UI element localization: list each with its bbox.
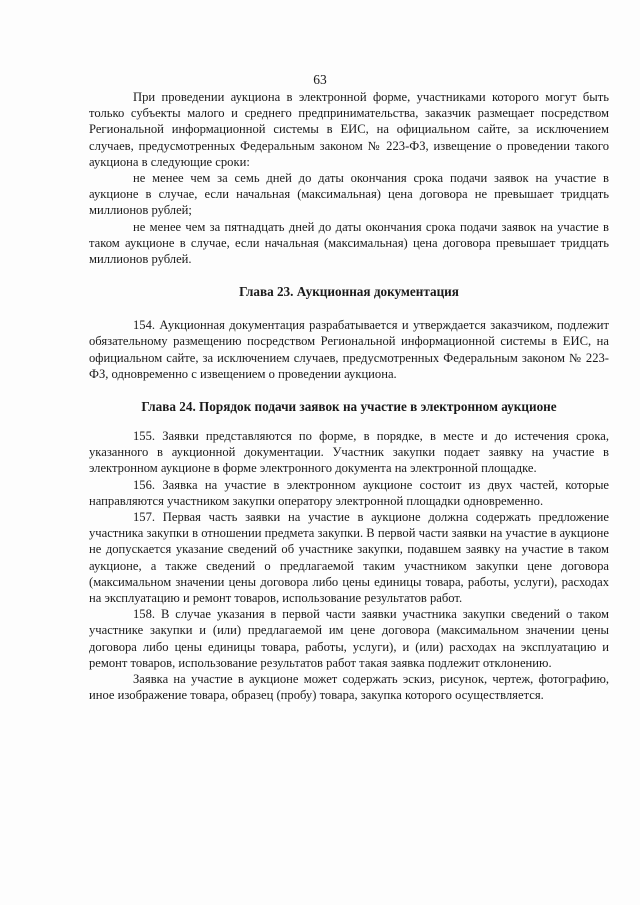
chapter-23-title: Глава 23. Аукционная документация (239, 284, 459, 300)
paragraph-term-seven-days: не менее чем за семь дней до даты окончания срока подачи заявок на участие в аукционе в случае, если начальная (максимальная) цена договора не превышает тридцать миллионов рублей; (89, 171, 609, 218)
document-body (89, 89, 609, 704)
page-number: 63 (313, 72, 327, 87)
paragraph-157: 157. Первая часть заявки на участие в аукционе должна содержать предложение участника закупки в отношении предмета закупки. В первой части заявки на участие в аукционе не допускается указание сведений об участнике закупки, подавшем заявку на участие в таком аукционе, а также сведений о предлагаемой таким участником закупки цене договора (максимальном значении цены договора либо цены единицы товара, работы, услуги), расходах на эксплуатацию и ремонт товаров, использование результатов работ. (89, 510, 609, 606)
paragraph-156: 156. Заявка на участие в электронном аукционе состоит из двух частей, которые направляются участником закупки оператору электронной площадки одновременно. (89, 477, 609, 508)
paragraph-attachments: Заявка на участие в аукционе может содержать эскиз, рисунок, чертеж, фотографию, иное изображение товара, образец (пробу) товара, закупка которого осуществляется. (89, 672, 609, 703)
paragraph-intro: При проведении аукциона в электронной форме, участниками которого могут быть только субъекты малого и среднего предпринимательства, заказчик размещает посредством Региональной информационной системы в ЕИС, на официальном сайте, за исключением случаев, предусмотренных Федеральным законом № 223-ФЗ, извещение о проведении такого аукциона в следующие сроки: (89, 90, 609, 169)
chapter-24-title: Глава 24. Порядок подачи заявок на участие в электронном аукционе (141, 399, 557, 415)
paragraph-term-fifteen-days: не менее чем за пятнадцать дней до даты окончания срока подачи заявок на участие в таком аукционе в случае, если начальная (максимальная) цена договора превышает тридцать миллионов рублей. (89, 219, 609, 267)
paragraph-158: 158. В случае указания в первой части заявки участника закупки сведений о таком участнике закупки и (или) предлагаемой им цене договора (максимальном значении цены договора либо цены единицы товара, работы, услуги), и (или) расходах на эксплуатацию и ремонт товаров, использование результатов работ такая заявка подлежит отклонению. (89, 607, 609, 670)
paragraph-154: 154. Аукционная документация разрабатывается и утверждается заказчиком, подлежит обязательному размещению посредством Региональной информационной системы в ЕИС, на официальном сайте, за исключением случаев, предусмотренных Федеральным законом № 223-ФЗ, одновременно с извещением о проведении аукциона. (89, 318, 609, 381)
paragraph-155: 155. Заявки представляются по форме, в порядке, в месте и до истечения срока, указанного в аукционной документации. Участник закупки подает заявку на участие в электронном аукционе в форме электронного документа на электронной площадке. (89, 429, 609, 476)
